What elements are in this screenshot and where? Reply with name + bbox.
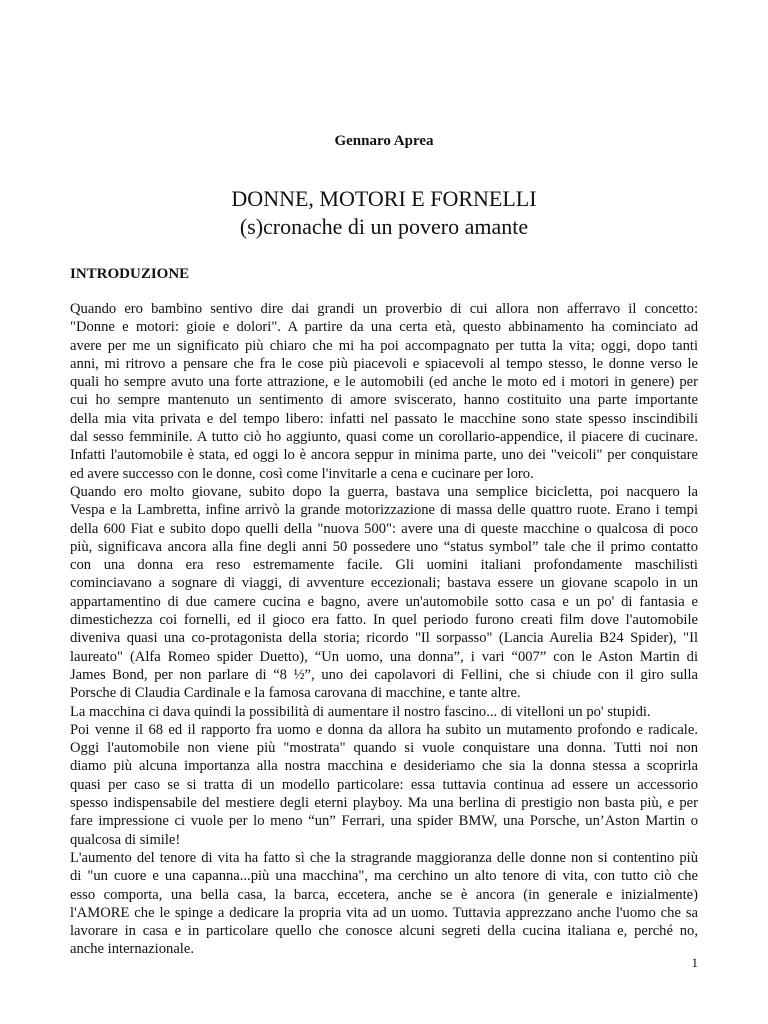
text-line: appartamentino di due camere cucina e bagno, avere un'automobile sotto casa e un po' di fantasia e <box>70 593 698 610</box>
text-line: "Donne e motori: gioie e dolori". A partire da una certa età, questo abbinamento ha cominciato ad <box>70 319 698 336</box>
text-line: cominciavano a sognare di viaggi, di avventure eccezionali; bastava essere un giovane scapolo in un <box>70 575 698 592</box>
text-line: laureato" (Alfa Romeo spider Duetto), “Un uomo, una donna”, i vari “007” con le Aston Martin di <box>70 648 698 665</box>
text-line: di "un cuore e una capanna...più una macchina", ma cerchino un alto tenore di vita, con tutto ciò che <box>70 868 698 885</box>
text-line: qualcosa di simile! <box>70 831 181 848</box>
text-line: Oggi l'automobile non viene più "mostrata" quando si vuole conquistare una donna. Tutti noi non <box>70 740 698 757</box>
book-title: DONNE, MOTORI E FORNELLI <box>231 186 537 211</box>
text-line: Vespa e la Lambretta, infine arrivò la grande motorizzazione di massa delle quattro ruote. Erano i tempi <box>70 502 698 519</box>
text-line: della 600 Fiat e subito dopo quelli della "nuova 500": avere una di queste macchine o qualcosa di poco <box>70 520 698 537</box>
body-text <box>70 300 698 959</box>
text-line: Poi venne il 68 ed il rapporto fra uomo e donna da allora ha subito un mutamento profondo e radicale. <box>70 721 698 738</box>
text-line: lavorare in casa e in particolare quello che conosce alcuni segreti della cucina italiana e, perché no, <box>70 923 698 940</box>
text-line: cui ho sempre mantenuto un sentimento di amore sviscerato, hanno costituito una parte importante <box>70 392 698 409</box>
text-line: quasi per caso se si tratta di un modello particolare: essa tuttavia continua ad essere un accessorio <box>70 776 698 793</box>
page-number: 1 <box>691 955 698 970</box>
text-line: diveniva quasi una co-protagonista della storia; ricordo "Il sorpasso" (Lancia Aurelia B24 Spider), "Il <box>70 630 698 647</box>
text-line: ed avere successo con le donne, così come l'invitarle a cena e cucinare per loro. <box>70 465 534 482</box>
text-line: diamo più alcuna importanza alla nostra macchina e desideriamo che sia la donna stessa a scoprirla <box>70 758 698 775</box>
text-line: L'aumento del tenore di vita ha fatto sì che la stragrande maggioranza delle donne non si contentino più <box>70 849 698 866</box>
text-line: Infatti l'automobile è stata, ed oggi lo è ancora seppur in minima parte, uno dei "veicoli" per conquistare <box>70 447 698 464</box>
text-line: l'AMORE che le spinge a dedicare la propria vita ad un uomo. Tuttavia apprezzano anche l'uomo che sa <box>70 904 698 921</box>
text-line: Quando ero bambino sentivo dire dai grandi un proverbio di cui allora non afferravo il concetto: <box>70 301 698 317</box>
text-line: Porsche di Claudia Cardinale e la famosa carovana di macchine, e tante altre. <box>70 685 521 702</box>
text-line: fare impressione ci vuole per lo meno “un” Ferrari, una spider BMW, una Porsche, un’Aston Martin o <box>70 813 698 830</box>
text-line: esso comporta, una bella casa, la barca, eccetera, anche se è ancora (in generale e inizialmente) <box>70 886 698 903</box>
text-line: La macchina ci dava quindi la possibilità di aumentare il nostro fascino... di vitelloni un po' stupidi. <box>70 703 651 720</box>
text-line: dimestichezza coi fornelli, ed il gioco era fatto. In quel periodo furono creati film dove l'automobile <box>70 612 698 629</box>
author-name: Gennaro Aprea <box>334 133 434 149</box>
book-subtitle: (s)cronache di un povero amante <box>239 214 529 239</box>
text-line: avere per me un significato più chiaro che mi ha poi accompagnato per tutta la vita; oggi, dopo tanti <box>70 337 698 354</box>
section-heading: INTRODUZIONE <box>70 266 190 282</box>
text-line: dal sesso femminile. A tutto ciò ho aggiunto, quasi come un corollario-appendice, il piacere di cucinare. <box>70 429 698 446</box>
text-line: più, significava ancora alla fine degli anni 50 possedere uno “status symbol” tale che il primo contatto <box>70 538 698 555</box>
text-line: anni, mi ritrovo a pensare che fra le cose più piacevoli e spiacevoli al tempo stesso, le donne verso le <box>70 355 698 372</box>
text-line: Quando ero molto giovane, subito dopo la guerra, bastava una semplice bicicletta, poi nacquero la <box>70 483 698 500</box>
text-line: quali ho sempre avuto una forte attrazione, e le automobili (ed anche le moto ed i motori in genere) per <box>70 374 698 391</box>
text-line: della mia vita privata e del tempo libero: infatti nel passato le macchine sono state spesso inscindibili <box>70 410 698 427</box>
text-line: spesso indispensabile del mestiere degli eterni playboy. Ma una berlina di prestigio non basta più, e per <box>70 795 698 812</box>
text-line: anche internazionale. <box>70 941 194 958</box>
text-line: con una donna era reso estremamente facile. Gli uomini italiani profondamente maschilisti <box>70 557 698 574</box>
text-line: James Bond, per non parlare di “8 ½”, uno dei capolavori di Fellini, che si chiude con il giro sulla <box>70 666 698 683</box>
